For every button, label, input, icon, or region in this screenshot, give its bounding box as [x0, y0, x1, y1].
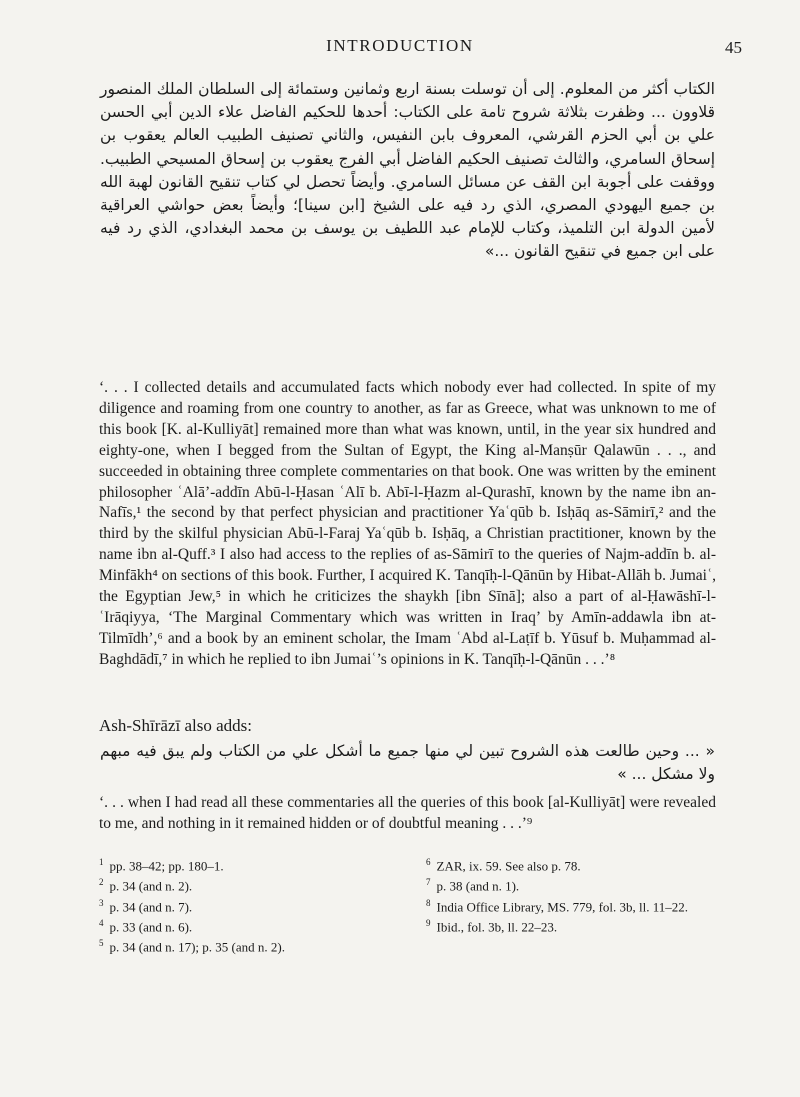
translation-paragraph-1: ‘. . . I collected details and accumulated facts which nobody ever had collected. In spite of my diligence and roaming from one country to another, as far as Greece, what was unknown to me of this book [K. al-Kulliyāt] remained more than what was known, until, in the year six hundred and eighty-one, when I begged from the Sultan of Egypt, the King al-Manṣūr Qalawūn . . ., and succeeded in obtaining three complete commentaries on that book. One was written by the eminent philosopher ʿAlā’-addīn Abū-l-Ḥasan ʿAlī b. Abī-l-Ḥazm al-Qurashī, known by the name ibn an-Nafīs,¹ the second by that perfect physician and practitioner Yaʿqūb b. Isḥāq as-Sāmirī,² and the third by the skilful physician Abū-l-Faraj Yaʿqūb b. Isḥāq, a Christian practitioner, known by the name ibn al-Quff.³ I also had access to the replies of as-Sāmirī to the queries of Najm-addīn b. al-Minfākh⁴ on sections of this book. Further, I acquired K. Tanqīḥ-l-Qānūn by Hibat-Allāh b. Jumaiʿ, the Egyptian Jew,⁵ in which he criticizes the shaykh [ibn Sīnā]; also a part of al-Ḥawāshī-l-ʿIrāqiyya, ‘The Marginal Commentary which was written in Iraq’ by Amīn-addawla ibn at-Tilmīdh’,⁶ and a book by an eminent scholar, the Imam ʿAbd al-Laṭīf b. Yūsuf b. Muḥammad al-Baghdādī,⁷ in which he replied to ibn Jumaiʿ’s opinions in K. Tanqīḥ-l-Qānūn . . .’⁸ — [99, 379, 716, 668]
footnote-number: 6 — [426, 857, 431, 867]
footnote — [99, 935, 399, 955]
footnotes-right-column — [426, 854, 716, 956]
footnotes — [99, 854, 716, 956]
section-lead-in: Ash-Shīrāzī also adds: — [99, 716, 252, 735]
footnote — [99, 915, 399, 935]
footnote — [426, 895, 716, 915]
footnote-number: 1 — [99, 857, 104, 867]
footnote-text: pp. 38–42; pp. 180–1. — [109, 858, 224, 874]
page-number: 45 — [725, 38, 742, 57]
arabic-quotation-1: الكتاب أكثر من المعلوم. إلى أن توسلت بسنة اربع وثمانين وستمائة إلى السلطان الملك المنصور قلاوون ... وظفرت بثلاثة شروح تامة على الكتاب: أحدها للحكيم الفاضل علاء الدين أبي الحسن علي بن أبي الحزم القرشي، المعروف بابن النفيس، والثاني تصنيف الطبيب العالم يعقوب بن إسحاق السامري، والثالث تصنيف الحكيم الفاضل أبي الفرج يعقوب بن إسحاق المسيحي الطبيب. ووقفت على أجوبة ابن القف عن مسائل السامري. وأيضاً تحصل لي كتاب تنقيح القانون لهبة الله بن جميع اليهودي المصري، الذي رد فيه على الشيخ [ابن سينا]؛ وأيضاً بعض حواشي العراقية لأمين الدولة ابن التلميذ، وكتاب للإمام عبد اللطيف بن يوسف بن محمد البغدادي، الذي رد فيه على ابن جميع في تنقيح القانون ...» — [100, 80, 715, 261]
footnote-number: 2 — [99, 877, 104, 888]
footnote-text: India Office Library, MS. 779, fol. 3b, ll. 11–22. — [436, 898, 689, 914]
footnote-number: 5 — [99, 938, 104, 949]
footnote-text: p. 34 (and n. 2). — [109, 878, 193, 894]
footnote — [426, 854, 716, 874]
footnote-number: 7 — [426, 877, 431, 888]
footnotes-left-column — [99, 854, 399, 956]
footnote-text: p. 34 (and n. 17); p. 35 (and n. 2). — [109, 939, 285, 955]
footnote-text: p. 38 (and n. 1). — [436, 878, 520, 894]
arabic-quotation-2: « ... وحين طالعت هذه الشروح تبين لي منها جميع ما أشكل علي من الكتاب ولم يبق فيه مبهم ولا مشكل ... » — [100, 742, 715, 784]
footnote-text: Ibid., fol. 3b, ll. 22–23. — [436, 919, 558, 935]
running-title: INTRODUCTION — [326, 36, 474, 55]
footnote — [426, 874, 716, 894]
footnote-number: 9 — [426, 917, 431, 928]
footnote-text: p. 34 (and n. 7). — [109, 898, 193, 914]
footnote-number: 3 — [99, 897, 104, 908]
footnote — [99, 854, 399, 874]
footnote-number: 8 — [426, 897, 431, 908]
footnote — [426, 915, 716, 935]
footnote-text: p. 33 (and n. 6). — [109, 919, 193, 935]
footnote — [99, 874, 399, 894]
footnote — [99, 895, 399, 915]
footnote-number: 4 — [99, 917, 104, 928]
translation-paragraph-2: ‘. . . when I had read all these commentaries all the queries of this book [al-Kulliyāt] were revealed to me, and nothing in it remained hidden or of doubtful meaning . . .’⁹ — [99, 794, 716, 832]
footnote-text: ZAR, ix. 59. See also p. 78. — [436, 858, 581, 874]
